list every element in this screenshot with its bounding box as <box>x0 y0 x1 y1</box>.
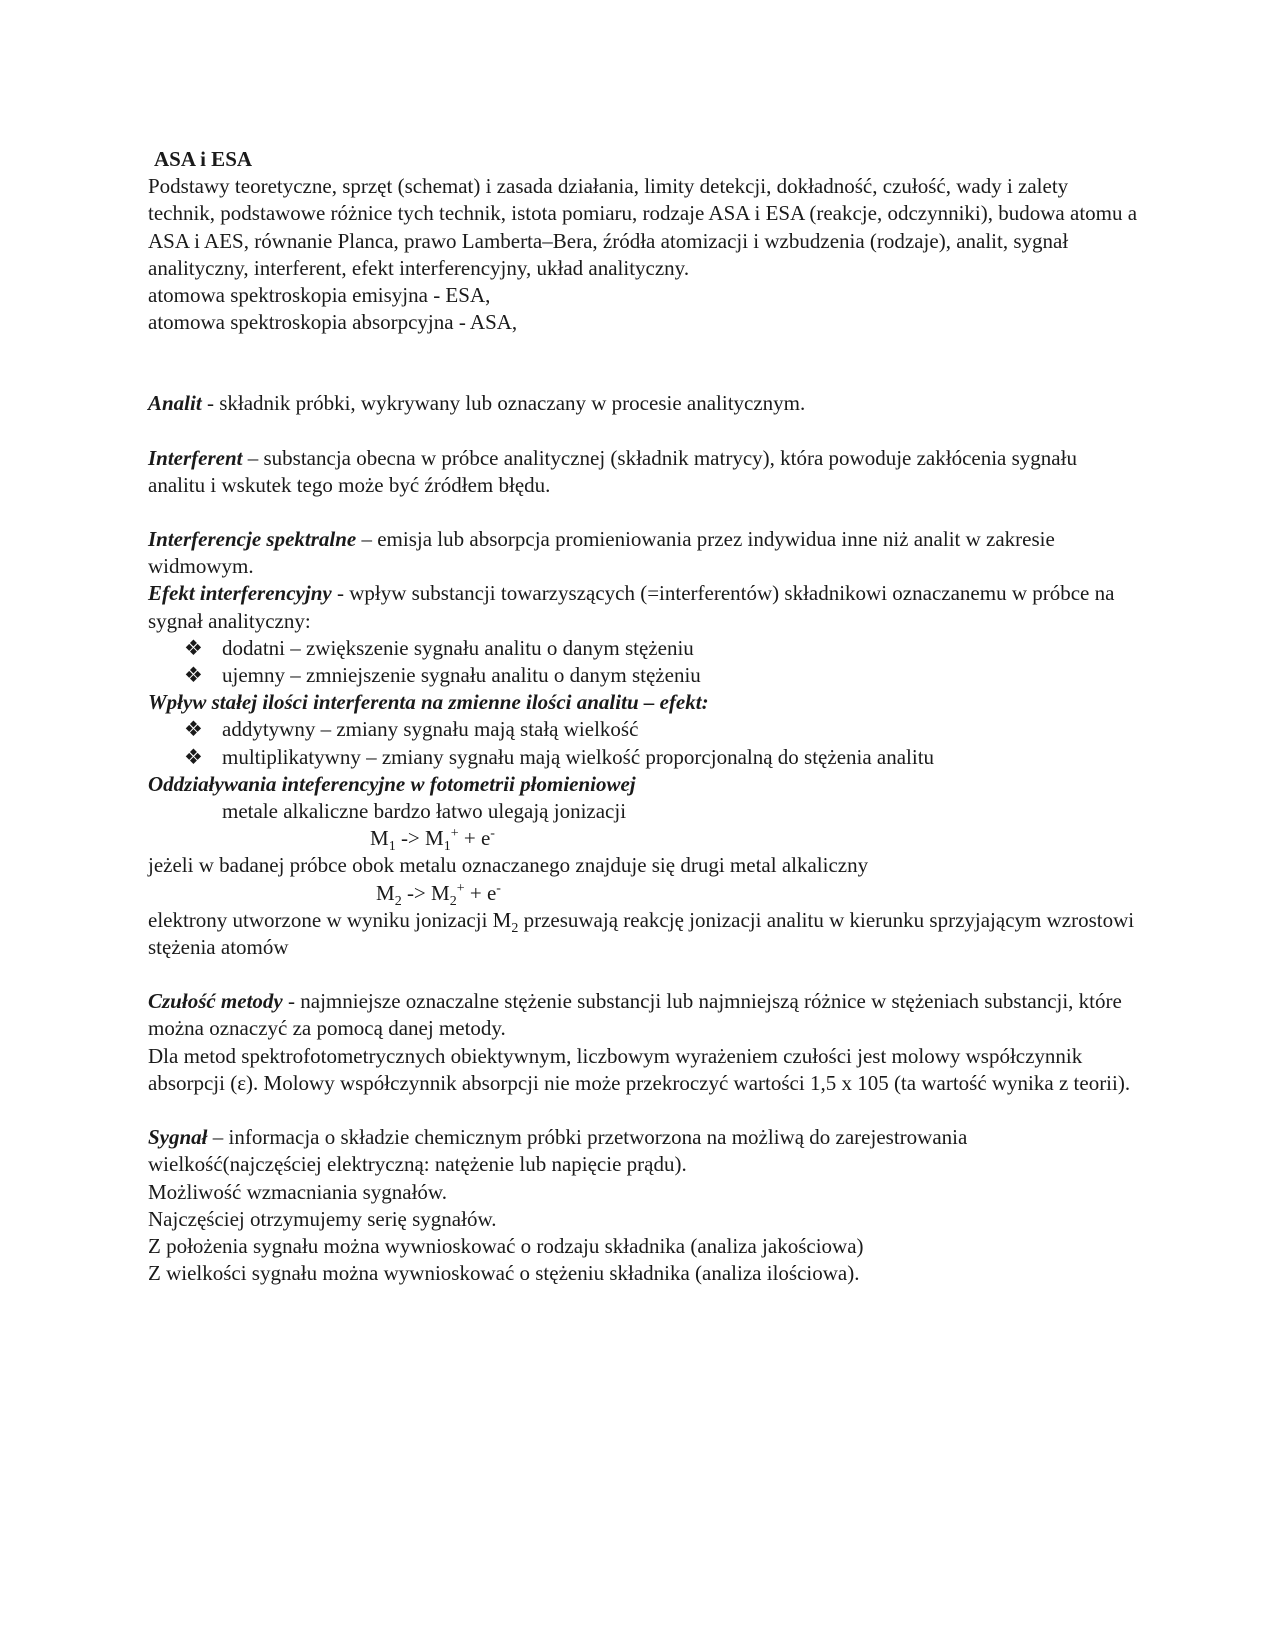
list-item: ❖ multiplikatywny – zmiany sygnału mają wielkość proporcjonalną do stężenia analitu <box>148 744 1138 771</box>
sensitivity-text: - najmniejsze oznaczalne stężenie substancji lub najmniejszą różnice w stężeniach substancji, które można oznaczyć za pomocą danej metody. <box>148 989 1122 1041</box>
diamond-bullet-icon: ❖ <box>184 635 203 660</box>
intro-paragraph: Podstawy teoretyczne, sprzęt (schemat) i zasada działania, limity detekcji, dokładność, czułość, wady i zalety technik, podstawowe różnice tych technik, istota pomiaru, rodzaje ASA i ESA (reakcje, odczynniki), budowa atomu a ASA i AES, równanie Planca, prawo Lamberta–Bera, źródła atomizacji i wzbudzenia (rodzaje), analit, sygnał analityczny, interferent, efekt interferencyjny, układ analityczny. <box>148 174 1138 280</box>
document-page <box>148 146 1138 1287</box>
effect-text: - wpływ substancji towarzyszących (=interferentów) składnikowi oznaczanemu w próbce na sygnał analityczny: <box>148 581 1115 633</box>
flame-heading: Oddziaływania inteferencyjne w fotometrii płomieniowej <box>148 771 636 796</box>
diamond-bullet-icon: ❖ <box>184 663 203 688</box>
interferent-text: – substancja obecna w próbce analitycznej (składnik matrycy), która powoduje zakłócenia sygnału analitu i wskutek tego może być źródłem błędu. <box>148 445 1077 497</box>
flame-line-2: jeżeli w badanej próbce obok metalu oznaczanego znajduje się drugi metal alkaliczny <box>148 853 869 878</box>
flame-line-3: elektrony utworzone w wyniku jonizacji $M_2$ przesuwają reakcję jonizacji analitu w kierunku sprzyjającym wzrostowi stężenia atomów <box>148 907 1135 960</box>
equation-2: $M_2 -> M_2^+ + e^-$ <box>376 880 501 909</box>
list-item: ❖ addytywny – zmiany sygnału mają stałą wielkość <box>148 716 1138 743</box>
asa-line: atomowa spektroskopia absorpcyjna - ASA, <box>148 310 518 335</box>
equation-1: $M_1 -> M_1^+ + e^-$ <box>370 826 495 855</box>
analit-term: Analit <box>148 391 202 416</box>
effect-definition <box>148 580 1138 634</box>
effect-term: Efekt interferencyjny <box>148 581 332 606</box>
signal-line-1: Możliwość wzmacniania sygnałów. <box>148 1179 447 1204</box>
interferent-term: Interferent <box>148 445 243 470</box>
signal-text: – informacja o składzie chemicznym próbki przetworzona na możliwą do zarejestrowania wielkość(najczęściej elektryczną: natężenie lub napięcie prądu). <box>148 1125 968 1177</box>
esa-line: atomowa spektroskopia emisyjna - ESA, <box>148 283 491 308</box>
signal-definition <box>148 1124 1138 1178</box>
signal-line-3: Z położenia sygnału można wywnioskować o rodzaju składnika (analiza jakościowa) <box>148 1233 864 1258</box>
diamond-bullet-icon: ❖ <box>184 744 203 769</box>
signal-line-4: Z wielkości sygnału można wywnioskować o stężeniu składnika (analiza ilościowa). <box>148 1261 860 1286</box>
sensitivity-paragraph: Dla metod spektrofotometrycznych obiektywnym, liczbowym wyrażeniem czułości jest molowy współczynnik absorpcji (ε). Molowy współczynnik absorpcji nie może przekroczyć wartości 1,5 x 105 (ta wartość wynika z teorii). <box>148 1043 1131 1095</box>
list-item: ❖ ujemny – zmniejszenie sygnału analitu o danym stężeniu <box>148 662 1138 689</box>
analit-definition <box>148 390 1138 417</box>
sensitivity-definition <box>148 988 1138 1042</box>
interferent-definition <box>148 445 1138 499</box>
flame-line-1: metale alkaliczne bardzo łatwo ulegają jonizacji <box>222 799 627 824</box>
influence-heading: Wpływ stałej ilości interferenta na zmienne ilości analitu – efekt: <box>148 690 709 715</box>
signal-line-2: Najczęściej otrzymujemy serię sygnałów. <box>148 1206 497 1231</box>
document-title: ASA i ESA <box>154 147 253 171</box>
analit-text: - składnik próbki, wykrywany lub oznaczany w procesie analitycznym. <box>201 391 806 416</box>
signal-term: Sygnał <box>148 1125 208 1150</box>
sensitivity-term: Czułość metody <box>148 989 283 1014</box>
spectral-term: Interferencje spektralne <box>148 527 357 552</box>
diamond-bullet-icon: ❖ <box>184 717 203 742</box>
spectral-definition <box>148 526 1138 580</box>
list-item: ❖ dodatni – zwiększenie sygnału analitu o danym stężeniu <box>148 635 1138 662</box>
spectral-text: – emisja lub absorpcja promieniowania przez indywidua inne niż analit w zakresie widmowym. <box>148 527 1055 579</box>
